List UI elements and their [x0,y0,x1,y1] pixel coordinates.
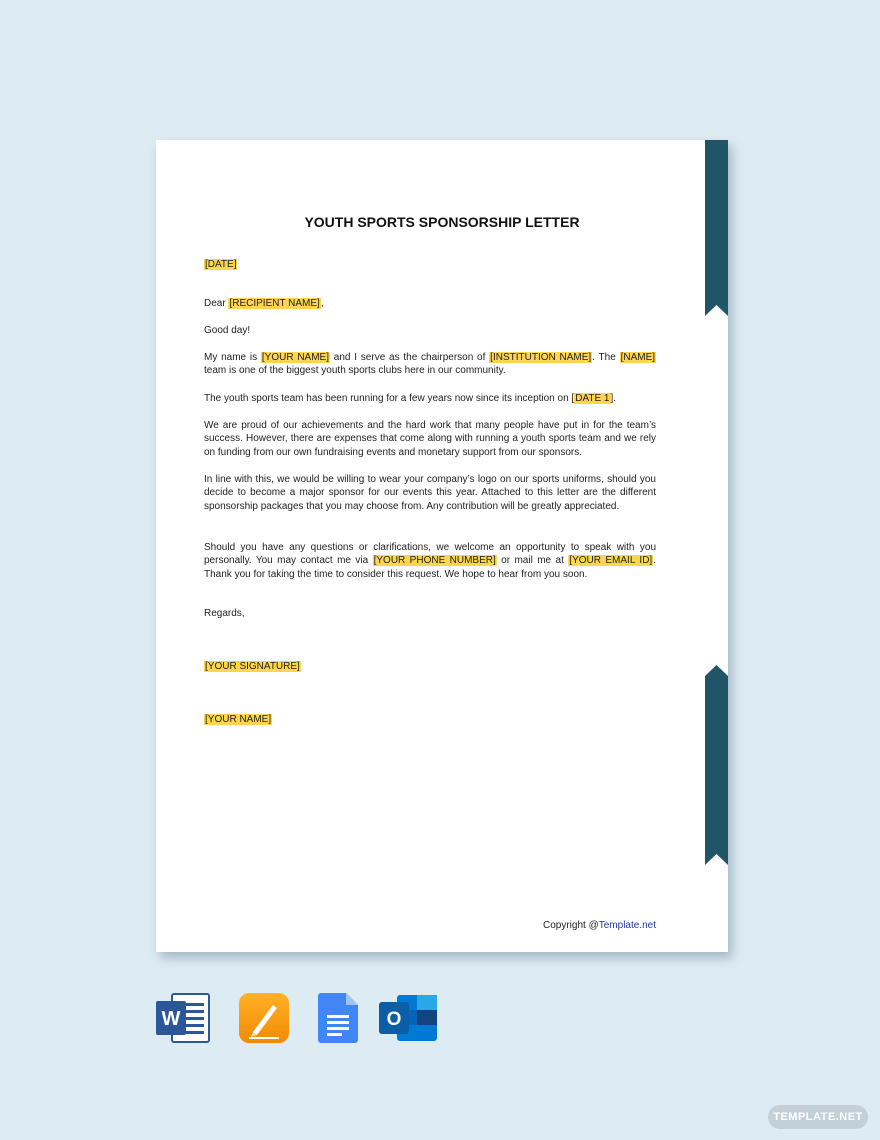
salutation [204,297,656,310]
sign-name-line [204,713,656,726]
template-net-watermark: TEMPLATE.NET [768,1105,868,1129]
date1-placeholder: DATE 1 [575,393,610,404]
paragraph-history [204,392,656,405]
closing [204,607,656,620]
signature-line [204,660,656,673]
paragraph-intro [204,351,656,378]
contact-text-3: . Thank you for taking the time to consider this request. We hope to hear from you soon. [204,555,656,580]
signature-placeholder: [YOUR SIGNATURE] [205,661,300,672]
regards-text: Regards, [204,608,245,619]
google-docs-icon[interactable] [318,993,358,1048]
paragraph-offer [204,473,656,513]
date-line [204,258,656,271]
recipient-name-placeholder: [RECIPIENT NAME] [229,298,320,309]
pages-icon[interactable] [239,993,289,1048]
intro-text-3: . The [592,352,620,363]
copyright-prefix: Copyright @ [543,920,599,931]
word-icon[interactable] [156,993,210,1048]
intro-text-2: and I serve as the chairperson of [330,352,490,363]
date-placeholder: [DATE] [205,259,237,270]
outlook-letter: O [386,1009,402,1030]
sign-name-placeholder: [YOUR NAME] [205,714,272,725]
good-day-line [204,324,656,337]
team-name-placeholder: [NAME] [620,352,656,363]
word-letter: W [161,1008,181,1030]
ribbon-bookmark-top [705,140,728,316]
history-text-1: The youth sports team has been running for a few years now since its inception on [ [204,393,575,404]
paragraph-contact [204,541,656,581]
achievements-text: We are proud of our achievements and the hard work that many people have put in for the team’s success. However, there are expenses that come along with running a youth sports team and we rely on funding from our own fundraising events and monetary support from our sponsors. [204,420,656,458]
good-day-text: Good day! [204,325,251,336]
contact-text-1: Should you have any questions or clarifications, we welcome an opportunity to speak with you personally. You may contact me via [204,542,656,567]
letter-title: YOUTH SPORTS SPONSORSHIP LETTER [304,214,580,230]
your-name-placeholder: [YOUR NAME] [261,352,330,363]
history-text-2: ]. [610,393,617,404]
email-placeholder: [YOUR EMAIL ID] [569,555,653,567]
institution-name-placeholder: [INSTITUTION NAME] [490,352,592,363]
copyright-link[interactable]: Template.net [598,920,656,931]
contact-text-2: or mail me at [496,555,569,567]
offer-text: In line with this, we would be willing to wear your company’s logo on our sports uniforms, should you decide to become a major sponsor for our events this year. Attached to this letter are the different sponsorship packages that you may choose from. Any contribution will be greatly appreciated. [204,474,656,512]
outlook-icon[interactable] [379,993,439,1048]
letter-page [156,140,728,952]
ribbon-bookmark-bottom [705,665,728,865]
paragraph-achievements [204,419,656,459]
salutation-suffix: , [320,298,324,309]
salutation-prefix: Dear [204,298,229,309]
phone-placeholder: [YOUR PHONE NUMBER] [373,555,496,567]
copyright [543,920,656,931]
intro-text-1: My name is [204,352,261,363]
intro-text-4: team is one of the biggest youth sports clubs here in our community. [204,365,506,377]
